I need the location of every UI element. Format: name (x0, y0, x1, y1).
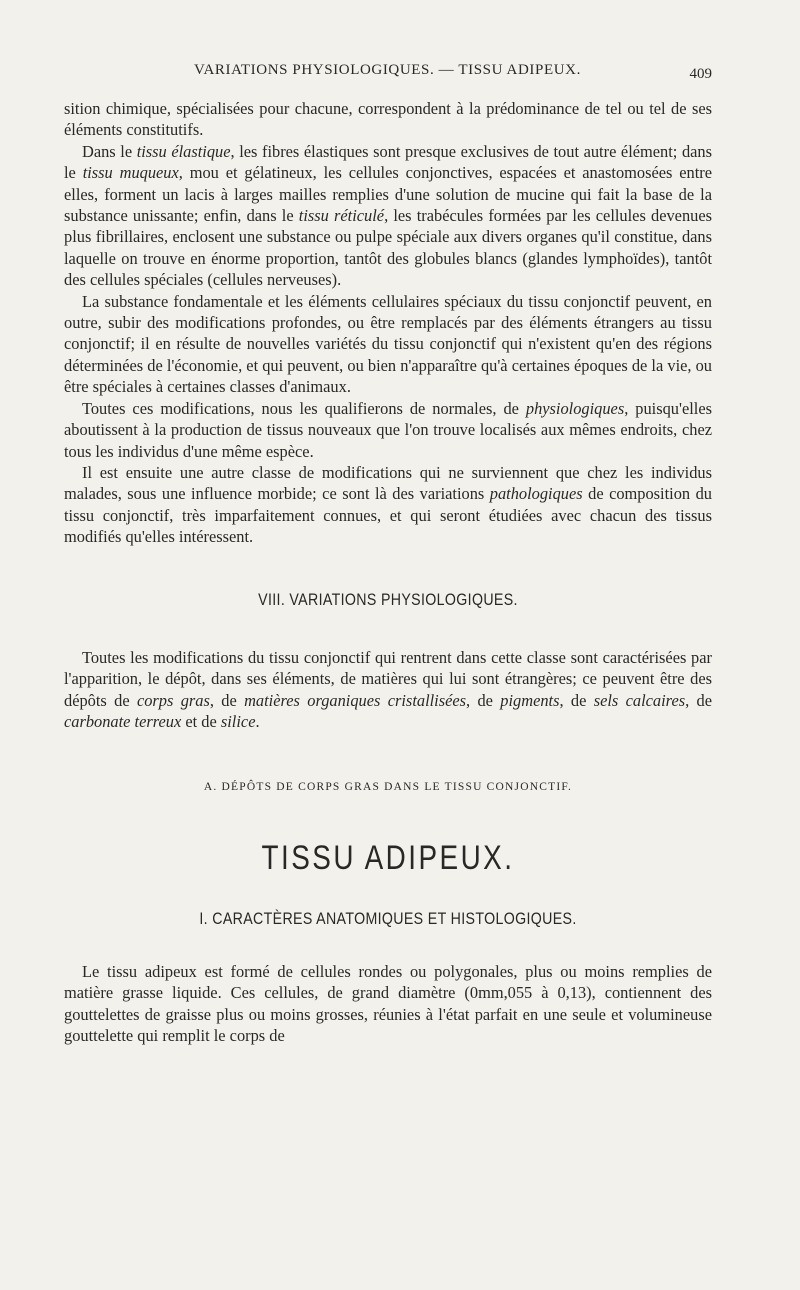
paragraph-2-text-b: , les fibres élastiques sont presque exclusives de tout autre élément; dans le (64, 141, 712, 183)
page-body (64, 98, 712, 1046)
paragraph-6-text-b: , de (209, 690, 245, 710)
paragraph-6-italic-3: pigments (500, 690, 560, 710)
paragraph-6-text-e: , de (685, 690, 712, 710)
paragraph-6-text-g: . (255, 712, 260, 732)
running-head-title: VARIATIONS PHYSIOLOGIQUES. — TISSU ADIPEUX. (194, 62, 581, 78)
paragraph-7: Le tissu adipeux est formé de cellules rondes ou polygonales, plus ou moins remplies de matière grasse liquide. Ces cellules, de grand diamètre (0mm,055 à 0,13), contiennent des gouttelettes de graisse plus ou moins grosses, réunies à l'état parfait en une seule et volumineuse gouttelette qui remplit le corps de (64, 961, 712, 1045)
paragraph-6-italic-6: silice (220, 712, 256, 732)
paragraph-6-text-f: et de (181, 712, 221, 732)
paragraph-2-italic-2: tissu muqueux (82, 163, 179, 183)
paragraph-5-text-b: de composition du tissu conjonctif, très imparfaitement connues, et qui seront étudiées avec chacun des tissus modifiés qu'elles intéressent. (64, 484, 712, 547)
subsection-heading-a: A. DÉPÔTS DE CORPS GRAS DANS LE TISSU CONJONCTIF. (203, 780, 573, 793)
paragraph-6-italic-4: sels calcaires (593, 690, 686, 710)
paragraph-2-text-a: Dans le (82, 141, 137, 161)
paragraph-2 (64, 141, 712, 291)
paragraph-6-text-c: , de (466, 690, 501, 710)
paragraph-2-italic-1: tissu élastique (136, 141, 231, 161)
paragraph-6 (64, 647, 712, 733)
paragraph-4 (64, 398, 712, 462)
paragraph-6-italic-1: corps gras (136, 690, 210, 710)
section-heading-i: I. CARACTÈRES ANATOMIQUES ET HISTOLOGIQUES. (199, 910, 577, 929)
page-number: 409 (689, 66, 712, 82)
paragraph-2-italic-3: tissu réticulé (298, 206, 385, 226)
paragraph-4-text-a: Toutes ces modifications, nous les qualifierons de normales, de (82, 398, 526, 418)
paragraph-5 (64, 462, 712, 548)
paragraph-2-text-c: , mou et gélatineux, les cellules conjonctives, espacées et anastomosées entre elles, forment un lacis à larges mailles remplies d'une solution de mucine qui fait la base de la substance unissante; enfin, dans le (64, 163, 712, 226)
paragraph-1: sition chimique, spécialisées pour chacune, correspondent à la prédominance de tel ou tel de ses éléments constitutifs. (64, 99, 712, 140)
paragraph-6-italic-2: matières organiques cristallisées (244, 690, 467, 710)
section-heading-viii: VIII. VARIATIONS PHYSIOLOGIQUES. (258, 590, 518, 609)
running-head (64, 62, 712, 86)
paragraph-4-text-b: , puisqu'elles aboutissent à la production de tissus nouveaux que l'on trouve localisés aux mêmes endroits, chez tous les individus d'une même espèce. (64, 398, 712, 461)
paragraph-6-text-a: Toutes les modifications du tissu conjonctif qui rentrent dans cette classe sont caractérisées par l'apparition, le dépôt, dans ses éléments, de matières qui lui sont étrangères; ce peuvent être des dépôts de (64, 647, 712, 710)
paragraph-6-italic-5: carbonate terreux (64, 712, 182, 732)
paragraph-5-italic-1: pathologiques (489, 484, 583, 504)
paragraph-2-text-d: , les trabécules formées par les cellules devenues plus fibrillaires, enclosent une substance ou pulpe spéciale aux divers organes qu'il constitue, dans laquelle on trouve en énorme proportion, tantôt des globules blancs (glandes lymphoïdes), tantôt des cellules spéciales (cellules nerveuses). (64, 206, 712, 290)
paragraph-6-text-d: , de (559, 690, 594, 710)
paragraph-4-italic-1: physiologiques (525, 398, 625, 418)
chapter-title: TISSU ADIPEUX. (261, 838, 515, 877)
paragraph-5-text-a: Il est ensuite une autre classe de modifications qui ne surviennent que chez les individus malades, sous une influence morbide; ce sont là des variations (64, 462, 712, 504)
paragraph-3: La substance fondamentale et les éléments cellulaires spéciaux du tissu conjonctif peuvent, en outre, subir des modifications profondes, ou être remplacés par des éléments étrangers au tissu conjonctif; il en résulte de nouvelles variétés du tissu conjonctif qui n'existent qu'en des régions déterminées de l'économie, et qui peuvent, ou bien n'apparaître qu'à certaines époques de la vie, ou être spéciales à certaines classes d'animaux. (64, 291, 712, 397)
